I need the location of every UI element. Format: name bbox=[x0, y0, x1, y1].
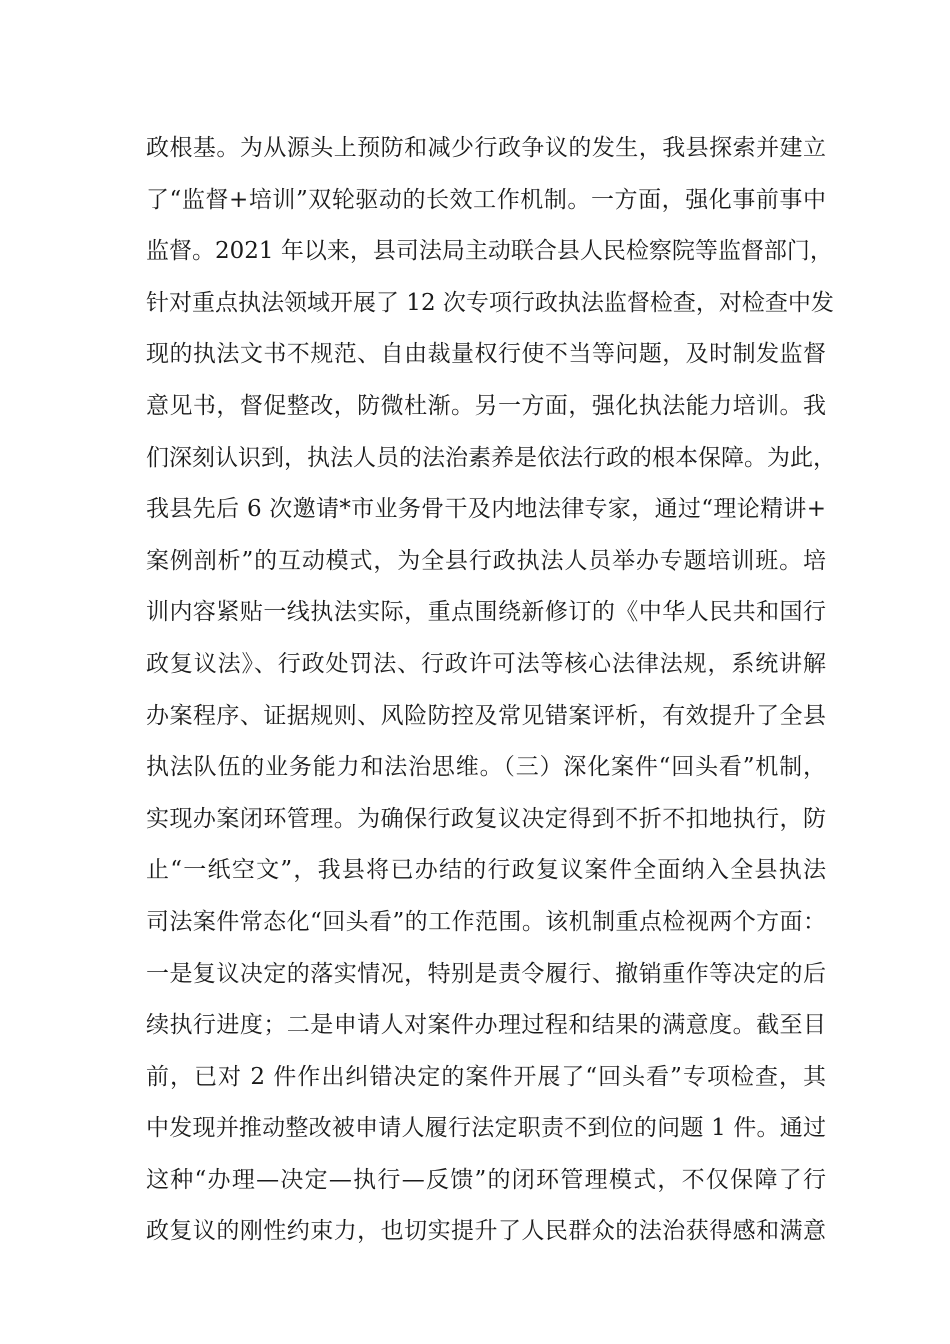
text-line: 实现办案闭环管理。为确保行政复议决定得到不折不扣地执行，防 bbox=[146, 805, 826, 832]
text-line: 了“监督+培训”双轮驱动的长效工作机制。一方面，强化事前事中 bbox=[146, 186, 826, 213]
text-line: 案例剖析”的互动模式，为全县行政执法人员举办专题培训班。培 bbox=[146, 547, 826, 574]
text-line: 政根基。为从源头上预防和减少行政争议的发生，我县探索并建立 bbox=[146, 135, 826, 161]
text-line: 前，已对 2 件作出纠错决定的案件开展了“回头看”专项检查，其 bbox=[146, 1063, 826, 1090]
text-line: 我县先后 6 次邀请*市业务骨干及内地法律专家，通过“理论精讲+ bbox=[146, 496, 826, 523]
text-line: 办案程序、证据规则、风险防控及常见错案评析，有效提升了全县 bbox=[146, 702, 826, 729]
text-line: 训内容紧贴一线执法实际，重点围绕新修订的《中华人民共和国行 bbox=[146, 599, 826, 626]
text-line: 意见书，督促整改，防微杜渐。另一方面，强化执法能力培训。我 bbox=[146, 392, 826, 419]
text-line: 执法队伍的业务能力和法治思维。（三）深化案件“回头看”机制， bbox=[146, 754, 826, 781]
text-line: 现的执法文书不规范、自由裁量权行使不当等问题，及时制发监督 bbox=[146, 341, 826, 368]
text-line: 这种“办理—决定—执行—反馈”的闭环管理模式，不仅保障了行 bbox=[146, 1166, 826, 1193]
text-line: 针对重点执法领域开展了 12 次专项行政执法监督检查，对检查中发 bbox=[146, 289, 834, 316]
body-text bbox=[146, 133, 836, 1268]
text-line: 司法案件常态化“回头看”的工作范围。该机制重点检视两个方面： bbox=[146, 908, 826, 935]
text-line: 止“一纸空文”，我县将已办结的行政复议案件全面纳入全县执法 bbox=[146, 857, 826, 884]
text-line: 中发现并推动整改被申请人履行法定职责不到位的问题 1 件。通过 bbox=[146, 1115, 826, 1142]
text-line: 监督。2021 年以来，县司法局主动联合县人民检察院等监督部门， bbox=[146, 238, 833, 265]
text-line: 一是复议决定的落实情况，特别是责令履行、撤销重作等决定的后 bbox=[146, 960, 826, 987]
text-line: 政复议法》、行政处罚法、行政许可法等核心法律法规，系统讲解 bbox=[146, 650, 826, 677]
text-line: 政复议的刚性约束力，也切实提升了人民群众的法治获得感和满意 bbox=[146, 1218, 826, 1245]
text-line: 们深刻认识到，执法人员的法治素养是依法行政的根本保障。为此， bbox=[146, 444, 836, 471]
text-line: 续执行进度；二是申请人对案件办理过程和结果的满意度。截至目 bbox=[146, 1012, 826, 1039]
